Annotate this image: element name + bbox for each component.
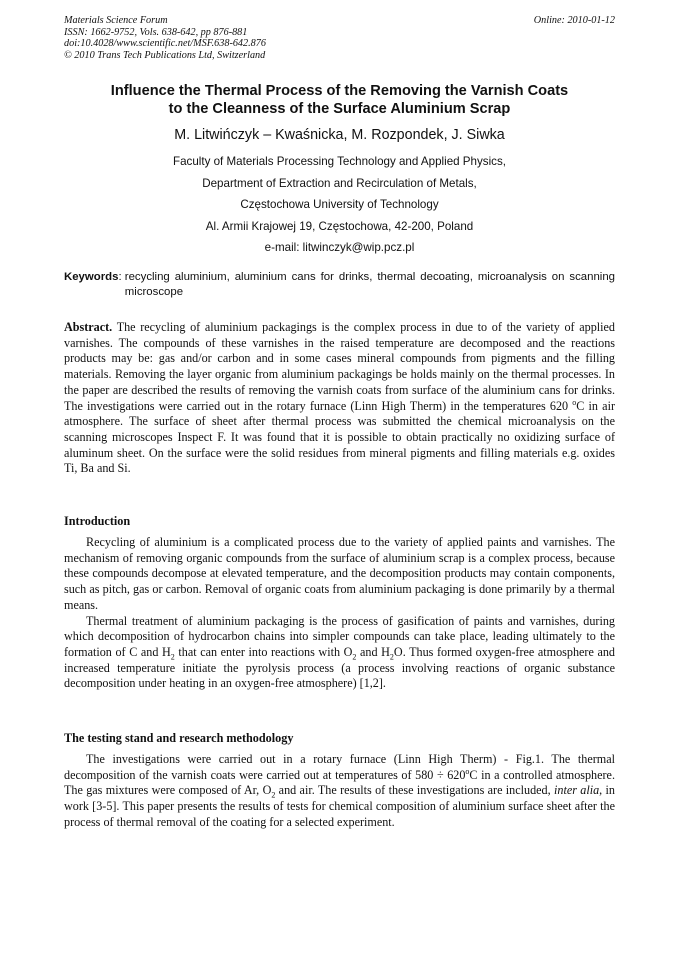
affiliation-department: Department of Extraction and Recirculation of Metals,: [202, 176, 477, 190]
online-date: Online: 2010-01-12: [533, 15, 615, 26]
doi-line: doi:10.4028/www.scientific.net/MSF.638-642.876: [64, 38, 266, 50]
issn-line: ISSN: 1662-9752, Vols. 638-642, pp 876-881: [64, 26, 248, 38]
affiliation: [64, 151, 615, 259]
journal-header: [64, 15, 615, 61]
introduction-paragraph-2: Thermal treatment of aluminium packaging is the process of gasification of paints and varnishes, during which decomposition of hydrocarbon chains into simpler compounds can take place, leading ultimately to the formation of C and $H_2$ that can enter into reactions with $O_2$ and $H_2O$. Thus formed oxygen-free atmosphere and increased temperature initiate the pyrolysis process (a process involving reactions of organic substance decomposition under heating in an oxygen-free atmosphere) [1,2].: [64, 613, 615, 691]
journal-name: Materials Science Forum: [64, 15, 168, 26]
abstract: [64, 320, 615, 477]
title-line-1: Influence the Thermal Process of the Removing the Varnish Coats: [110, 83, 569, 99]
methodology-paragraph: The investigations were carried out in a rotary furnace (Linn High Therm) - Fig.1. The thermal decomposition of the varnish coats were carried out at temperatures of $580 \div 620^oC$ in a controlled atmosphere. The gas mixtures were composed of Ar, $O_2$ and air. The results of these investigations are included, inter alia, in work [3-5]. This paper presents the results of tests for chemical composition of aluminium surface sheet after the process of thermal removal of the coating for a selected experiment.: [64, 752, 615, 829]
introduction-paragraph-1: Recycling of aluminium is a complicated process due to the variety of applied paints and varnishes. The mechanism of removing organic compounds from the surface of aluminium scrap is a complex process, because these compounds decompose at elevated temperature, and the decomposition products may contain components, such as pitch, gas or carbon. Removal of organic coats from aluminium packaging is done primarily by a thermal means.: [64, 535, 615, 612]
introduction-body: [64, 535, 615, 692]
degree-symbol: o: [572, 397, 577, 407]
affiliation-address: Al. Armii Krajowej 19, Częstochowa, 42-200, Poland: [205, 219, 474, 233]
affiliation-faculty: Faculty of Materials Processing Technology and Applied Physics,: [173, 155, 506, 168]
paper-title: [64, 82, 615, 119]
methodology-body: [64, 752, 615, 831]
title-line-2: to the Cleanness of the Surface Aluminium Scrap: [168, 101, 511, 118]
keywords-text: recycling aluminium, aluminium cans for drinks, thermal decoating, microanalysis on scanning microscope: [124, 271, 615, 298]
keywords-label: Keywords: [64, 271, 119, 283]
authors: M. Litwińczyk – Kwaśnicka, M. Rozpondek, J. Siwka: [174, 127, 505, 143]
affiliation-university: Częstochowa University of Technology: [240, 198, 439, 211]
introduction-heading: Introduction: [64, 514, 131, 528]
abstract-label: Abstract.: [64, 320, 113, 334]
methodology-heading: The testing stand and research methodology: [64, 731, 294, 745]
copyright-line: © 2010 Trans Tech Publications Ltd, Switzerland: [64, 49, 266, 61]
affiliation-email: e-mail: litwinczyk@wip.pcz.pl: [264, 241, 415, 254]
abstract-text-part2: C in air atmosphere. The surface of sheet after thermal process was submitted the chemical microanalysis on the scanning microscopes Inspect F. It was found that it is possible to obtain practically no oxidizing surface of aluminum sheet. On the surface were the solid residues from mineral pigments and filling materials e.g. oxides Ti, Ba and Si.: [64, 398, 615, 476]
abstract-text-part1: The recycling of aluminium packagings is the complex process in due to of the variety of applied varnishes. The compounds of these varnishes in the raised temperature are decomposed and the reactions products may be: gas and/or carbon and in some cases mineral compounds from pigments and the filling materials. Removing the layer organic from aluminium packagings be holds mainly on the thermal processes. In the paper are described the results of removing the varnish coats from surface of the aluminium cans for drinks. The investigations were carried out in the rotary furnace (Linn High Therm) in the temperatures 620: [64, 320, 615, 413]
keywords-block: Keywords : recycling aluminium, aluminium cans for drinks, thermal decoating, microanalysis on scanning microscope: [64, 271, 615, 298]
inter-alia: inter alia: [554, 783, 600, 798]
